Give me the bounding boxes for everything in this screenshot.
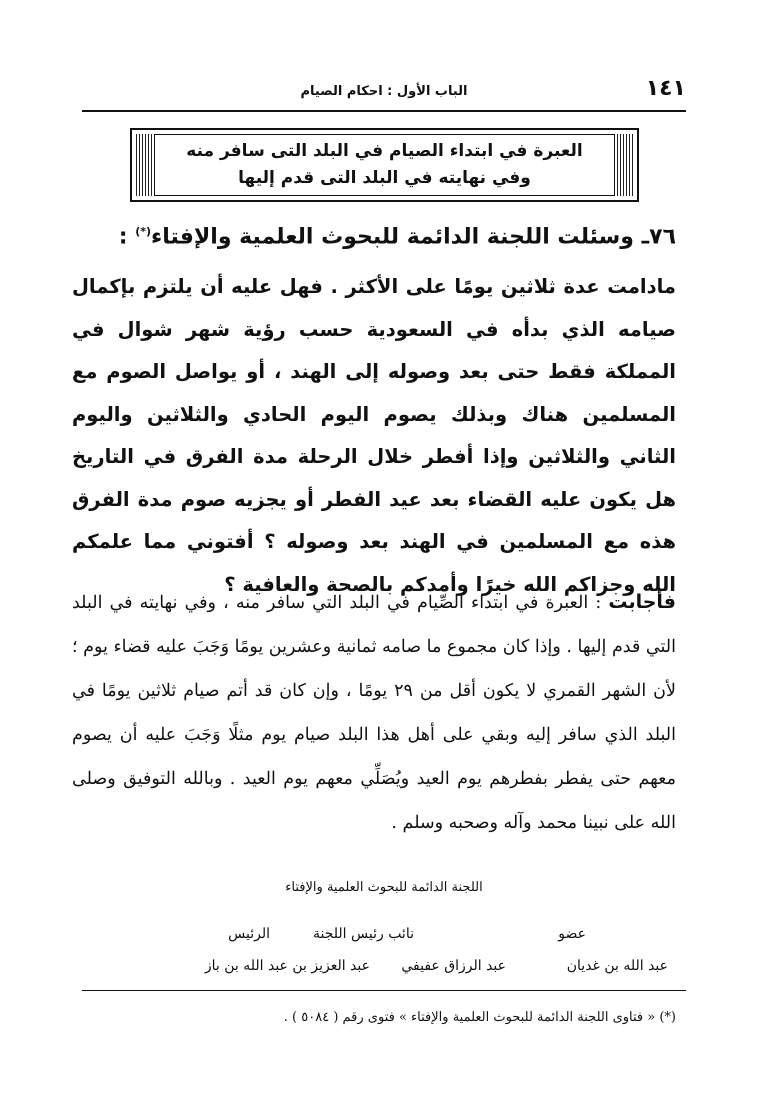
answer-label: فأجابت [608, 591, 676, 613]
name-member: عبد الله بن غديان [566, 958, 668, 974]
role-member: عضو [558, 926, 586, 942]
chapter-title-line-1: العبرة في ابتداء الصيام في البلد التى سافر منه [186, 141, 583, 161]
question-heading-colon: : [118, 224, 136, 250]
frame-hatch-left [136, 134, 152, 196]
footnote-marker: (*) [135, 225, 151, 238]
answer-body [72, 580, 676, 845]
chapter-title [154, 134, 615, 196]
answer-text: : العبرة في ابتداء الصِّيام في البلد التي سافر منه ، وفي نهايته في البلد التي قدم إليها . وإذا كان مجموع ما صامه ثمانية وعشرين يومًا وَجَبَ عليه قضاء يوم ؛ لأن الشهر القمري لا يكون أقل من ٢٩ يومًا ، وإن كان قد أتم صيام ثلاثين يومًا في البلد الذي سافر إليه وبقي على أهل هذا البلد صيام يوم مثلًا وَجَبَ عليه أن يصوم معهم حتى يفطر بفطرهم يوم العيد ويُصَلِّي معهم يوم العيد . وبالله التوفيق وصلى الله على نبينا محمد وآله وصحبه وسلم . [72, 593, 676, 833]
running-title: الباب الأول : احكام الصيام [300, 84, 468, 99]
role-deputy: نائب رئيس اللجنة [313, 926, 414, 942]
frame-hatch-right [617, 134, 633, 196]
page-number: ١٤١ [645, 76, 686, 101]
header-rule [82, 110, 686, 112]
footnote: (*) « فتاوى اللجنة الدائمة للبحوث العلمية والإفتاء » فتوى رقم ( ٥٠٨٤ ) . [283, 1010, 676, 1025]
committee-title: اللجنة الدائمة للبحوث العلمية والإفتاء [285, 880, 483, 895]
chapter-title-frame [130, 128, 639, 202]
chapter-title-line-2: وفي نهايته في البلد التى قدم إليها [238, 168, 531, 188]
role-chairman: الرئيس [228, 926, 270, 942]
footnote-rule [82, 990, 686, 991]
question-heading-text: ٧٦ـ وسئلت اللجنة الدائمة للبحوث العلمية والإفتاء [151, 224, 676, 250]
question-body: مادامت عدة ثلاثين يومًا على الأكثر . فهل عليه أن يلتزم بإكمال صيامه الذي بدأه في السعودية حسب رؤية شهر شوال في المملكة فقط حتى بعد وصوله إلى الهند ، أو يواصل الصوم مع المسلمين هناك وبذلك يصوم اليوم الحادي والثلاثين واليوم الثاني والثلاثين وإذا أفطر خلال الرحلة مدة الفرق في التاريخ هل يكون عليه القضاء بعد عيد الفطر أو يجزيه صوم مدة الفرق هذه مع المسلمين في الهند بعد وصوله ؟ أفتوني مما علمكم الله وجزاكم الله خيرًا وأمدكم بالصحة والعافية ؟ [72, 275, 676, 596]
running-header [82, 78, 686, 106]
name-deputy: عبد الرزاق عفيفي [401, 958, 506, 974]
name-chairman: عبد العزيز بن عبد الله بن باز [204, 958, 370, 974]
question-heading [72, 214, 676, 255]
